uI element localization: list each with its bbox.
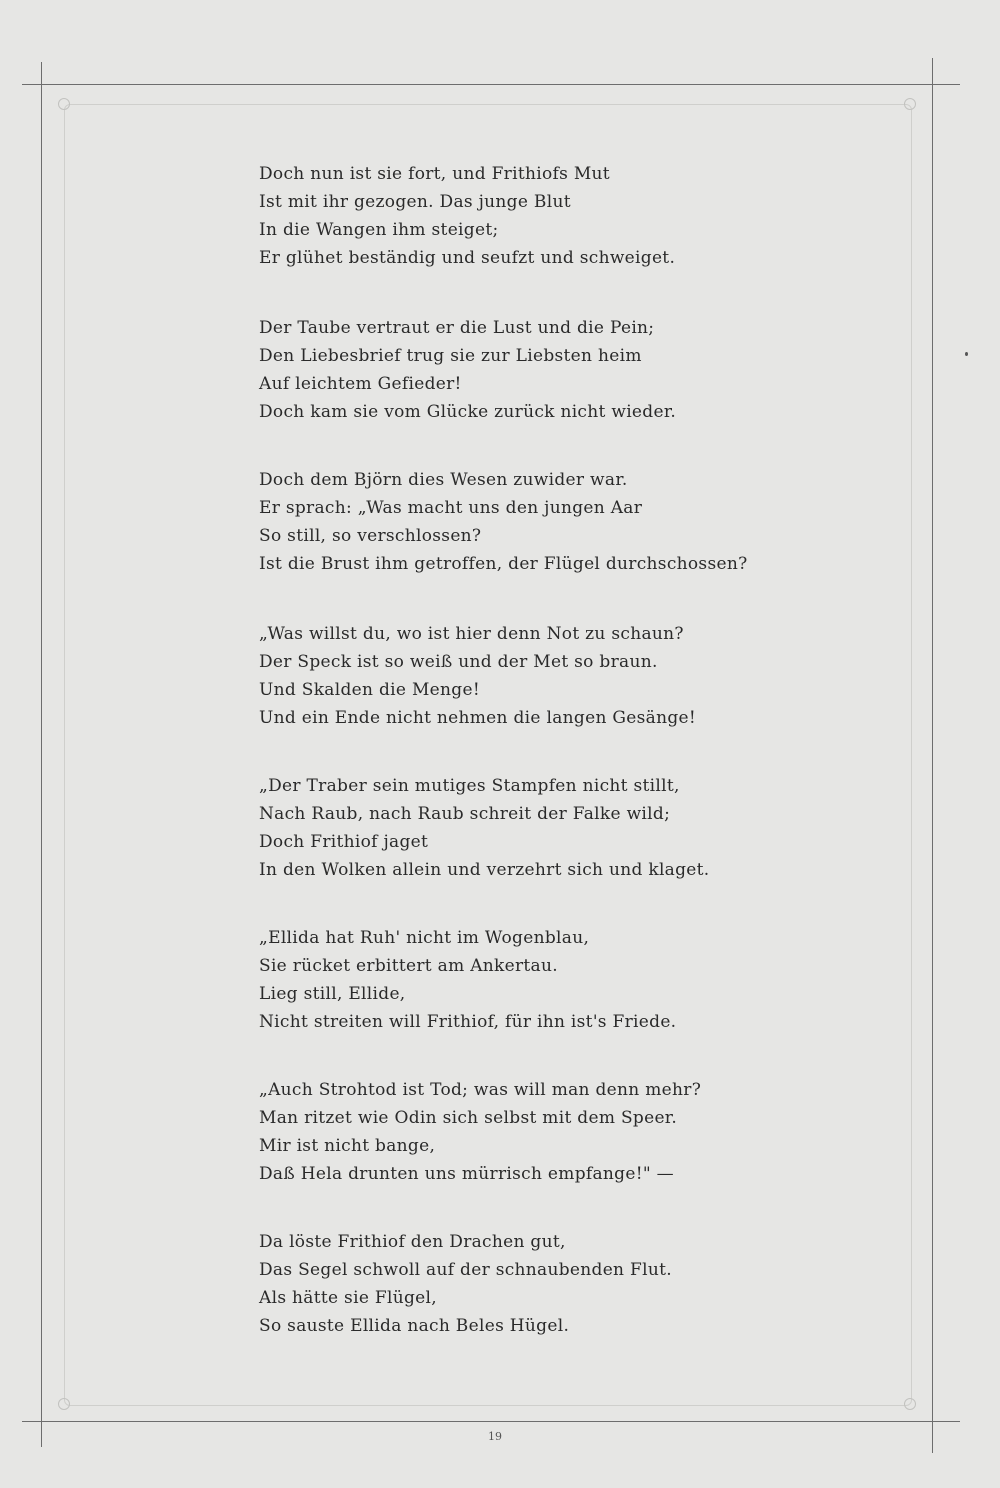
corner-ornament [904,1398,916,1410]
frame-right-line [932,58,933,1453]
verse-line: Den Liebesbrief trug sie zur Liebsten heim [259,346,642,366]
verse-line: Und ein Ende nicht nehmen die langen Gesänge! [259,708,697,728]
corner-ornament [58,1398,70,1410]
verse-line: Mir ist nicht bange, [259,1136,436,1156]
verse-line: So still, so verschlossen? [259,526,482,546]
ink-speck [965,352,968,356]
verse-line: Sie rücket erbittert am Ankertau. [259,956,558,976]
stanza [259,1076,701,1188]
verse-line: Als hätte sie Flügel, [259,1288,437,1308]
verse-line: Nicht streiten will Frithiof, für ihn ist's Friede. [259,1012,677,1032]
verse-line: Er glühet beständig und seufzt und schweiget. [259,248,676,268]
verse-line: Man ritzet wie Odin sich selbst mit dem Speer. [259,1108,678,1128]
frame-bottom-line [22,1421,960,1422]
verse-line: Doch kam sie vom Glücke zurück nicht wieder. [259,402,677,422]
verse-line: „Was willst du, wo ist hier denn Not zu schaun? [259,624,684,644]
stanza [259,772,710,884]
verse-line: Er sprach: „Was macht uns den jungen Aar [259,498,643,518]
verse-line: Doch dem Björn dies Wesen zuwider war. [259,470,628,490]
verse-line: „Ellida hat Ruh' nicht im Wogenblau, [259,928,590,948]
verse-line: Der Taube vertraut er die Lust und die Pein; [259,318,655,338]
corner-ornament [904,98,916,110]
verse-line: „Der Traber sein mutiges Stampfen nicht stillt, [259,776,680,796]
verse-line: „Auch Strohtod ist Tod; was will man denn mehr? [259,1080,702,1100]
verse-line: Doch Frithiof jaget [259,832,429,852]
stanza [259,620,696,732]
stanza [259,1228,672,1340]
frame-top-line [22,84,960,85]
verse-line: Ist mit ihr gezogen. Das junge Blut [259,192,571,212]
page-number: 19 [488,1430,502,1443]
verse-line: Daß Hela drunten uns mürrisch empfange!" — [259,1164,674,1184]
verse-line: Ist die Brust ihm getroffen, der Flügel durchschossen? [259,554,748,574]
corner-ornament [58,98,70,110]
verse-line: In den Wolken allein und verzehrt sich und klaget. [259,860,710,880]
verse-line: Lieg still, Ellide, [259,984,406,1004]
stanza [259,924,676,1036]
frame-left-line [41,62,42,1447]
verse-line: Das Segel schwoll auf der schnaubenden Flut. [259,1260,672,1280]
stanza [259,314,676,426]
verse-line: In die Wangen ihm steiget; [259,220,499,240]
verse-line: Und Skalden die Menge! [259,680,480,700]
stanza [259,160,675,272]
verse-line: Der Speck ist so weiß und der Met so braun. [259,652,658,672]
verse-line: So sauste Ellida nach Beles Hügel. [259,1316,570,1336]
inner-ornamental-border [64,104,912,1406]
verse-line: Nach Raub, nach Raub schreit der Falke wild; [259,804,671,824]
verse-line: Da löste Frithiof den Drachen gut, [259,1232,566,1252]
verse-line: Auf leichtem Gefieder! [259,374,462,394]
stanza [259,466,748,578]
verse-line: Doch nun ist sie fort, und Frithiofs Mut [259,164,610,184]
